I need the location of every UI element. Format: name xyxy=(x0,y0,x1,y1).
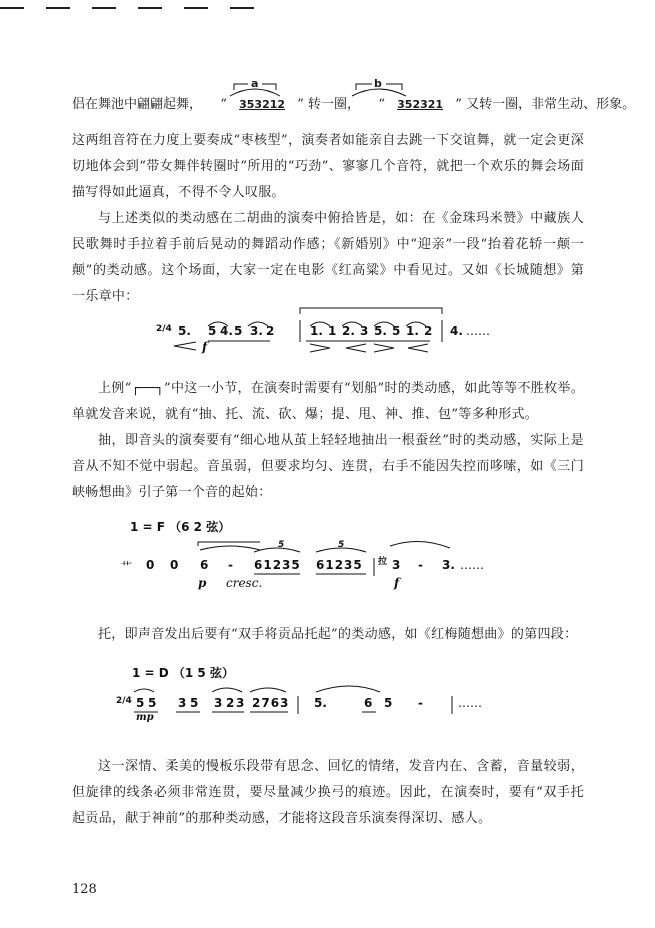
text-after-b: 又转一圈，非常生动、形象。 xyxy=(466,97,636,112)
text-after-a: 转一圈， xyxy=(308,97,361,112)
score-2-note: - xyxy=(228,558,233,572)
score-2-note: …… xyxy=(460,558,484,572)
score-1-note: 5 xyxy=(392,324,401,338)
score-1-note: 3. xyxy=(250,324,263,338)
page-number: 128 xyxy=(72,882,97,897)
score-3-note: 5 xyxy=(190,696,199,710)
score-2-note: - xyxy=(418,558,423,572)
score-2-note: 6 xyxy=(200,558,209,572)
score-1-note: 1. xyxy=(310,324,323,338)
score-2 xyxy=(120,518,540,598)
score-2-note: 61235 xyxy=(316,558,363,572)
score-1-note: 5 xyxy=(208,324,217,338)
score-3-note: 5 xyxy=(384,696,393,710)
score-2-cresc: cresc. xyxy=(226,576,263,590)
motif-b: 352321 xyxy=(397,98,444,111)
score-2-triplet: 5 xyxy=(338,540,345,550)
score-3-key: 1 = D （1 5 弦） xyxy=(132,666,234,680)
score-3-note: 5. xyxy=(314,696,327,710)
score-1-note: 3 xyxy=(360,324,369,338)
score-3 xyxy=(118,664,538,734)
score-1-note: 2 xyxy=(266,324,275,338)
score-1-time-sig: 2/4 xyxy=(156,324,172,334)
score-1-note: 5 xyxy=(234,324,243,338)
paragraph-7: 这一深情、柔美的慢板乐段带有思念、回忆的情绪，发音内在、含蓄，音量较弱，但旋律的线条必须非常连贯，要尽量减少换弓的痕迹。因此，在演奏时，要有“双手托起贡品，献于神前”的那种类动感，才能将这段音乐演奏得深切、感人。 xyxy=(72,759,584,826)
score-1-note: 5. xyxy=(178,324,191,338)
score-2-note: 0 xyxy=(146,558,155,572)
score-2-note: 61235 xyxy=(254,558,301,572)
score-1 xyxy=(156,300,510,360)
score-2-note: 0 xyxy=(170,558,179,572)
score-2-dynamic-f: f xyxy=(394,576,400,590)
motif-a: 353212 xyxy=(239,98,286,111)
score-3-time-sig: 2/4 xyxy=(116,696,132,706)
paragraph-5: 抽，即音头的演奏要有“细心地从茧上轻轻地抽出一根蚕丝”时的类动感，实际上是音从不知不觉中弱起。音虽弱，但要求均匀、连贯，右手不能因失控而哆嗦，如《三门峡畅想曲》引子第一个音的起始： xyxy=(72,433,584,500)
score-2-dynamic-p: p xyxy=(198,576,207,590)
motif-brackets xyxy=(0,0,655,100)
score-3-note: 3 xyxy=(236,696,245,710)
score-3-note: 3 xyxy=(214,696,223,710)
paragraph-4: 上例“┌──┐”中这一小节，在演奏时需要有“划船”时的类动感，如此等等不胜枚举。单就发音来说，就有“抽、托、流、砍、爆；提、甩、神、推、包”等多种形式。 xyxy=(72,381,584,422)
score-3-note: 2763 xyxy=(252,696,290,710)
score-3-note: 5 xyxy=(148,696,157,710)
bracket-b-label: b xyxy=(374,77,382,90)
score-3-note: …… xyxy=(458,696,482,710)
score-1-dynamic: f xyxy=(202,340,208,354)
score-1-note: 4. xyxy=(450,324,463,338)
paragraph-3: 与上述类似的类动感在二胡曲的演奏中俯拾皆是，如：在《金珠玛米赞》中藏族人民歌舞时手拉着手前后晃动的舞蹈动作感；《新婚别》中“迎亲”一段“抬着花轿一颠一颠”的类动感。这个场面，大家一定在电影《红高粱》中看见过。又如《长城随想》第一乐章中： xyxy=(72,211,584,304)
score-1-note: 1 xyxy=(328,324,337,338)
bracket-a-label: a xyxy=(251,77,259,90)
score-2-key: 1 = F （6 2 弦） xyxy=(130,520,231,534)
paragraph-1-pre: 侣在舞池中翩翩起舞， xyxy=(72,97,203,112)
paragraph-1: 侣在舞池中翩翩起舞， “ 353212 ” 转一圈， “ 352321 ” 又转一圈，非常生动、形象。 xyxy=(72,97,636,112)
score-3-note: 5 xyxy=(136,696,145,710)
score-3-note: 6 xyxy=(364,696,373,710)
score-2-note: 3 xyxy=(392,558,401,572)
paragraph-6: 托，即声音发出后要有“双手将贡品托起”的类动感，如《红梅随想曲》的第四段： xyxy=(98,627,578,642)
score-1-note: 2 xyxy=(424,324,433,338)
paragraph-2: 这两组音符在力度上要奏成“枣核型”，演奏者如能亲自去跳一下交谊舞，就一定会更深切地体会到“带女舞伴转圈时”所用的“巧劲”、寥寥几个音符，就把一个欢乐的舞会场面描写得如此逼真，不得不令人叹服。 xyxy=(72,133,584,200)
score-1-note: …… xyxy=(466,324,490,338)
score-1-note: 1. xyxy=(406,324,419,338)
score-2-tempo-mark: 拉 xyxy=(378,557,388,567)
score-1-note: 4. xyxy=(220,324,233,338)
score-1-note: 5. xyxy=(374,324,387,338)
score-2-note: 3. xyxy=(442,558,455,572)
score-1-note: 2. xyxy=(342,324,355,338)
score-2-note: 艹 xyxy=(120,560,133,574)
score-3-note: 3 xyxy=(178,696,187,710)
score-3-dynamic: mp xyxy=(136,712,154,723)
score-3-note: 2 xyxy=(226,696,235,710)
score-2-triplet: 5 xyxy=(278,540,285,550)
score-3-note: - xyxy=(418,696,423,710)
